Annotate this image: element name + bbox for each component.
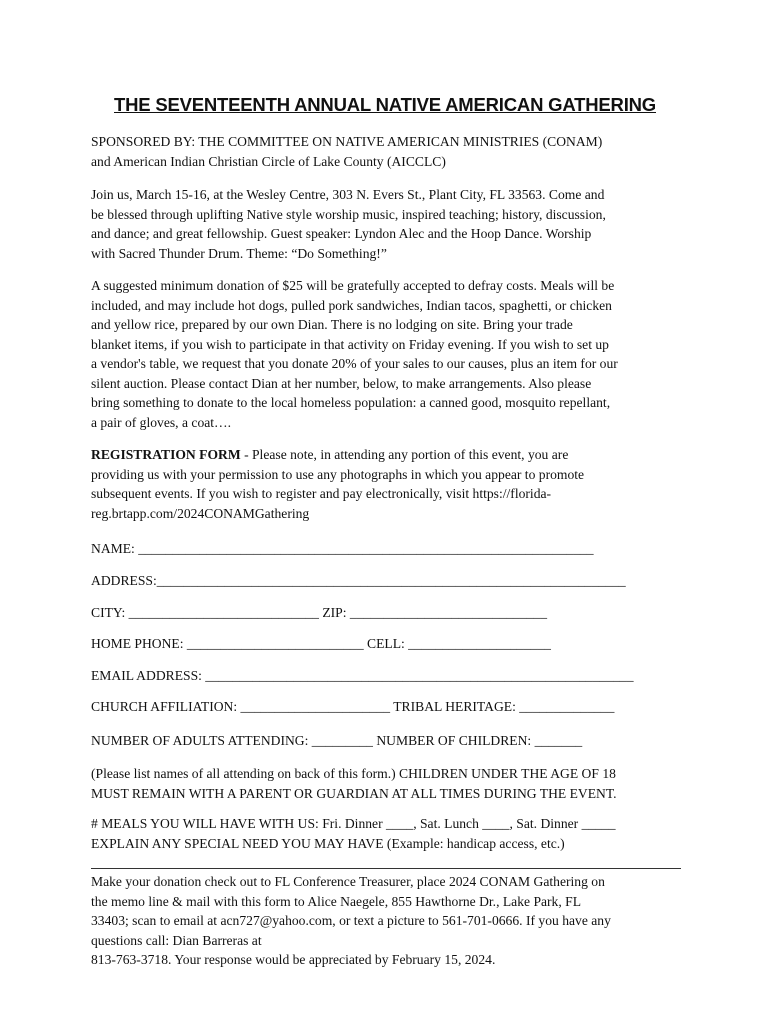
closing-line: questions call: Dian Barreras at — [91, 932, 262, 948]
notice-paragraph — [91, 764, 691, 803]
sponsor-paragraph — [91, 132, 691, 171]
closing-line: Make your donation check out to FL Conference Treasurer, place 2024 CONAM Gathering on — [91, 874, 605, 889]
closing-paragraph — [91, 872, 691, 970]
registration-line — [91, 445, 691, 465]
donation-line: bring something to donate to the local homeless population: a canned good, mosquito repellant, — [91, 395, 611, 410]
registration-line: subsequent events. If you wish to register and pay electronically, visit https://florida- — [91, 486, 552, 501]
donation-line: blanket items, if you wish to participate in that activity on Friday evening. If you wish to set up — [91, 336, 609, 352]
meals-line[interactable]: # MEALS YOU WILL HAVE WITH US: Fri. Dinner ____, Sat. Lunch ____, Sat. Dinner _____ — [91, 816, 616, 831]
intro-line: and dance; and great fellowship. Guest speaker: Lyndon Alec and the Hoop Dance. Worship — [91, 226, 592, 241]
address-field[interactable]: ADDRESS:_____________________________________________________________________ — [91, 573, 626, 588]
sponsor-line: and American Indian Christian Circle of Lake County (AICCLC) — [91, 153, 446, 169]
notice-line: MUST REMAIN WITH A PARENT OR GUARDIAN AT ALL TIMES DURING THE EVENT. — [91, 785, 617, 801]
registration-link[interactable]: reg.brtapp.com/2024CONAMGathering — [91, 505, 310, 521]
email-field[interactable]: EMAIL ADDRESS: _______________________________________________________________ — [91, 668, 634, 683]
intro-paragraph — [91, 185, 691, 263]
phone-cell-field[interactable]: HOME PHONE: __________________________ CELL: _____________________ — [91, 636, 551, 651]
closing-line: 33403; scan to email at acn727@yahoo.com, or text a picture to 561-701-0666. If you have any — [91, 913, 611, 928]
donation-line: a pair of gloves, a coat…. — [91, 414, 232, 430]
church-tribal-field[interactable]: CHURCH AFFILIATION: ______________________ TRIBAL HERITAGE: ______________ — [91, 699, 615, 714]
document-title: THE SEVENTEENTH ANNUAL NATIVE AMERICAN GATHERING — [114, 94, 656, 115]
intro-line: be blessed through uplifting Native style worship music, inspired teaching; history, discussion, — [91, 206, 606, 222]
notice-line: (Please list names of all attending on back of this form.) CHILDREN UNDER THE AGE OF 18 — [91, 766, 616, 781]
closing-line: the memo line & mail with this form to Alice Naegele, 855 Hawthorne Dr., Lake Park, FL — [91, 893, 582, 909]
closing-line: 813-763-3718. Your response would be appreciated by February 15, 2024. — [91, 952, 496, 967]
name-field[interactable]: NAME: ___________________________________________________________________ — [91, 541, 594, 556]
registration-heading: REGISTRATION FORM — [91, 447, 241, 462]
intro-line: with Sacred Thunder Drum. Theme: “Do Something!” — [91, 245, 387, 261]
meals-paragraph[interactable] — [91, 814, 691, 853]
attendee-count-field[interactable]: NUMBER OF ADULTS ATTENDING: _________ NUMBER OF CHILDREN: _______ — [91, 733, 583, 748]
donation-line: included, and may include hot dogs, pulled pork sandwiches, Indian tacos, spaghetti, or chicken — [91, 297, 612, 313]
divider-line — [91, 868, 681, 869]
donation-paragraph — [91, 276, 691, 432]
special-need-line: EXPLAIN ANY SPECIAL NEED YOU MAY HAVE (Example: handicap access, etc.) — [91, 835, 565, 851]
donation-line: silent auction. Please contact Dian at her number, below, to make arrangements. Also please — [91, 375, 592, 391]
registration-note: - Please note, in attending any portion of this event, you are — [240, 447, 569, 462]
donation-line: a vendor's table, we request that you donate 20% of your sales to our causes, plus an item for our — [91, 356, 618, 371]
registration-paragraph — [91, 445, 691, 523]
intro-line: Join us, March 15-16, at the Wesley Centre, 303 N. Evers St., Plant City, FL 33563. Come and — [91, 187, 605, 202]
donation-line: A suggested minimum donation of $25 will be gratefully accepted to defray costs. Meals will be — [91, 278, 615, 293]
sponsor-line: SPONSORED BY: THE COMMITTEE ON NATIVE AMERICAN MINISTRIES (CONAM) — [91, 134, 603, 149]
city-zip-field[interactable]: CITY: ____________________________ ZIP: _____________________________ — [91, 605, 548, 620]
registration-line: providing us with your permission to use any photographs in which you appear to promote — [91, 466, 585, 482]
donation-line: and yellow rice, prepared by our own Dian. There is no lodging on site. Bring your trade — [91, 317, 573, 332]
